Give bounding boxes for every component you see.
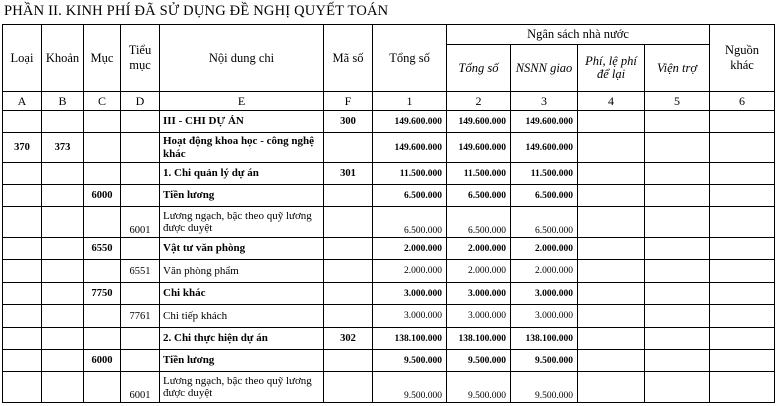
nguon-khac-cell bbox=[710, 185, 775, 207]
phi-cell bbox=[578, 238, 645, 260]
tong-so-cell: 3.000.000 bbox=[373, 305, 447, 328]
column-letter: 2 bbox=[447, 92, 511, 111]
ma-so-cell bbox=[324, 185, 373, 207]
phi-cell bbox=[578, 185, 645, 207]
nguon-khac-cell bbox=[710, 350, 775, 372]
ns-tong-so-cell: 6.500.000 bbox=[447, 185, 511, 207]
content-cell: Chi tiếp khách bbox=[160, 305, 324, 328]
ma-so-cell: 301 bbox=[324, 163, 373, 185]
column-letter: E bbox=[160, 92, 324, 111]
phi-cell bbox=[578, 163, 645, 185]
vien-tro-cell bbox=[645, 328, 710, 350]
nguon-khac-cell bbox=[710, 328, 775, 350]
khoan-cell bbox=[42, 207, 84, 238]
tong-so-cell: 2.000.000 bbox=[373, 238, 447, 260]
table-row bbox=[3, 372, 775, 403]
nguon-khac-cell bbox=[710, 163, 775, 185]
khoan-cell bbox=[42, 328, 84, 350]
phi-cell bbox=[578, 350, 645, 372]
column-letter: D bbox=[121, 92, 160, 111]
table-row bbox=[3, 185, 775, 207]
vien-tro-cell bbox=[645, 260, 710, 283]
nsnn-giao-cell: 2.000.000 bbox=[511, 260, 578, 283]
loai-cell: 370 bbox=[3, 133, 42, 163]
nsnn-giao-cell: 11.500.000 bbox=[511, 163, 578, 185]
tieu-muc-cell bbox=[121, 163, 160, 185]
phi-cell bbox=[578, 111, 645, 133]
muc-cell: 6000 bbox=[84, 350, 121, 372]
table-row bbox=[3, 283, 775, 305]
ns-tong-so-cell: 2.000.000 bbox=[447, 238, 511, 260]
muc-cell bbox=[84, 260, 121, 283]
vien-tro-cell bbox=[645, 238, 710, 260]
table-row bbox=[3, 207, 775, 238]
column-letter: 1 bbox=[373, 92, 447, 111]
khoan-cell bbox=[42, 372, 84, 403]
tieu-muc-cell bbox=[121, 238, 160, 260]
loai-cell bbox=[3, 283, 42, 305]
loai-cell bbox=[3, 111, 42, 133]
column-letter: C bbox=[84, 92, 121, 111]
loai-cell bbox=[3, 260, 42, 283]
nsnn-giao-cell: 138.100.000 bbox=[511, 328, 578, 350]
loai-cell bbox=[3, 372, 42, 403]
khoan-cell bbox=[42, 238, 84, 260]
khoan-cell bbox=[42, 185, 84, 207]
header-nsnn-giao: NSNN giao bbox=[511, 45, 578, 92]
ns-tong-so-cell: 149.600.000 bbox=[447, 133, 511, 163]
content-cell: 1. Chi quản lý dự án bbox=[160, 163, 324, 185]
table-row bbox=[3, 260, 775, 283]
nguon-khac-cell bbox=[710, 260, 775, 283]
khoan-cell bbox=[42, 163, 84, 185]
tong-so-cell: 2.000.000 bbox=[373, 260, 447, 283]
column-letter: 5 bbox=[645, 92, 710, 111]
ma-so-cell bbox=[324, 305, 373, 328]
vien-tro-cell bbox=[645, 207, 710, 238]
content-cell: 2. Chi thực hiện dự án bbox=[160, 328, 324, 350]
table-row bbox=[3, 163, 775, 185]
header-loai: Loại bbox=[3, 25, 42, 92]
vien-tro-cell bbox=[645, 372, 710, 403]
tong-so-cell: 149.600.000 bbox=[373, 133, 447, 163]
header-noi-dung: Nội dung chi bbox=[160, 25, 324, 92]
content-cell: Vật tư văn phòng bbox=[160, 238, 324, 260]
muc-cell bbox=[84, 372, 121, 403]
nsnn-giao-cell: 9.500.000 bbox=[511, 350, 578, 372]
column-letters-row bbox=[3, 92, 775, 111]
nguon-khac-cell bbox=[710, 305, 775, 328]
loai-cell bbox=[3, 238, 42, 260]
muc-cell: 6550 bbox=[84, 238, 121, 260]
tong-so-cell: 138.100.000 bbox=[373, 328, 447, 350]
tieu-muc-cell: 7761 bbox=[121, 305, 160, 328]
tieu-muc-cell: 6001 bbox=[121, 207, 160, 238]
muc-cell bbox=[84, 163, 121, 185]
nguon-khac-cell bbox=[710, 238, 775, 260]
phi-cell bbox=[578, 372, 645, 403]
content-cell: Lương ngạch, bậc theo quỹ lương được duyệt bbox=[160, 207, 324, 238]
phi-cell bbox=[578, 133, 645, 163]
table-row bbox=[3, 328, 775, 350]
muc-cell: 6000 bbox=[84, 185, 121, 207]
header-nguon-khac: Nguồn khác bbox=[710, 25, 775, 92]
khoan-cell: 373 bbox=[42, 133, 84, 163]
loai-cell bbox=[3, 163, 42, 185]
ma-so-cell bbox=[324, 350, 373, 372]
muc-cell bbox=[84, 305, 121, 328]
ns-tong-so-cell: 138.100.000 bbox=[447, 328, 511, 350]
content-cell: Hoạt động khoa học - công nghệ khác bbox=[160, 133, 324, 163]
nguon-khac-cell bbox=[710, 111, 775, 133]
vien-tro-cell bbox=[645, 111, 710, 133]
nsnn-giao-cell: 149.600.000 bbox=[511, 133, 578, 163]
tong-so-cell: 9.500.000 bbox=[373, 372, 447, 403]
khoan-cell bbox=[42, 260, 84, 283]
nguon-khac-cell bbox=[710, 283, 775, 305]
ma-so-cell bbox=[324, 372, 373, 403]
header-ns-tong-so: Tổng số bbox=[447, 45, 511, 92]
content-cell: III - CHI DỰ ÁN bbox=[160, 111, 324, 133]
ns-tong-so-cell: 9.500.000 bbox=[447, 372, 511, 403]
vien-tro-cell bbox=[645, 133, 710, 163]
nsnn-giao-cell: 6.500.000 bbox=[511, 185, 578, 207]
tieu-muc-cell bbox=[121, 111, 160, 133]
page-title: PHẦN II. KINH PHÍ ĐÃ SỬ DỤNG ĐỀ NGHỊ QUYẾT TOÁN bbox=[4, 3, 389, 19]
tieu-muc-cell bbox=[121, 283, 160, 305]
nsnn-giao-cell: 3.000.000 bbox=[511, 283, 578, 305]
column-letter: B bbox=[42, 92, 84, 111]
phi-cell bbox=[578, 328, 645, 350]
expense-table bbox=[2, 24, 775, 403]
tong-so-cell: 149.600.000 bbox=[373, 111, 447, 133]
vien-tro-cell bbox=[645, 305, 710, 328]
ma-so-cell bbox=[324, 238, 373, 260]
header-khoan: Khoản bbox=[42, 25, 84, 92]
column-letter: 6 bbox=[710, 92, 775, 111]
phi-cell bbox=[578, 305, 645, 328]
header-tieu-muc: Tiểu mục bbox=[121, 25, 160, 92]
ma-so-cell bbox=[324, 283, 373, 305]
nsnn-giao-cell: 2.000.000 bbox=[511, 238, 578, 260]
ns-tong-so-cell: 3.000.000 bbox=[447, 283, 511, 305]
column-letter: A bbox=[3, 92, 42, 111]
ns-tong-so-cell: 11.500.000 bbox=[447, 163, 511, 185]
ma-so-cell: 300 bbox=[324, 111, 373, 133]
ns-tong-so-cell: 149.600.000 bbox=[447, 111, 511, 133]
table-row bbox=[3, 350, 775, 372]
tong-so-cell: 6.500.000 bbox=[373, 207, 447, 238]
loai-cell bbox=[3, 185, 42, 207]
column-letter: 4 bbox=[578, 92, 645, 111]
khoan-cell bbox=[42, 111, 84, 133]
content-cell: Tiền lương bbox=[160, 350, 324, 372]
header-ngan-sach: Ngân sách nhà nước bbox=[447, 25, 710, 45]
tieu-muc-cell bbox=[121, 350, 160, 372]
table-row bbox=[3, 238, 775, 260]
phi-cell bbox=[578, 207, 645, 238]
ma-so-cell bbox=[324, 260, 373, 283]
nguon-khac-cell bbox=[710, 372, 775, 403]
khoan-cell bbox=[42, 350, 84, 372]
muc-cell: 7750 bbox=[84, 283, 121, 305]
phi-cell bbox=[578, 283, 645, 305]
loai-cell bbox=[3, 305, 42, 328]
muc-cell bbox=[84, 328, 121, 350]
header-phi-le-phi: Phí, lệ phí để lại bbox=[578, 45, 645, 92]
khoan-cell bbox=[42, 305, 84, 328]
column-letter: 3 bbox=[511, 92, 578, 111]
content-cell: Văn phòng phẩm bbox=[160, 260, 324, 283]
ma-so-cell bbox=[324, 207, 373, 238]
content-cell: Chi khác bbox=[160, 283, 324, 305]
content-cell: Tiền lương bbox=[160, 185, 324, 207]
header-muc: Mục bbox=[84, 25, 121, 92]
tong-so-cell: 9.500.000 bbox=[373, 350, 447, 372]
nsnn-giao-cell: 9.500.000 bbox=[511, 372, 578, 403]
tieu-muc-cell bbox=[121, 328, 160, 350]
vien-tro-cell bbox=[645, 350, 710, 372]
tong-so-cell: 6.500.000 bbox=[373, 185, 447, 207]
ma-so-cell bbox=[324, 133, 373, 163]
table-row bbox=[3, 133, 775, 163]
phi-cell bbox=[578, 260, 645, 283]
muc-cell bbox=[84, 133, 121, 163]
ns-tong-so-cell: 9.500.000 bbox=[447, 350, 511, 372]
tieu-muc-cell: 6001 bbox=[121, 372, 160, 403]
nsnn-giao-cell: 3.000.000 bbox=[511, 305, 578, 328]
nsnn-giao-cell: 149.600.000 bbox=[511, 111, 578, 133]
loai-cell bbox=[3, 350, 42, 372]
vien-tro-cell bbox=[645, 283, 710, 305]
nsnn-giao-cell: 6.500.000 bbox=[511, 207, 578, 238]
ns-tong-so-cell: 6.500.000 bbox=[447, 207, 511, 238]
ns-tong-so-cell: 3.000.000 bbox=[447, 305, 511, 328]
table-row bbox=[3, 111, 775, 133]
muc-cell bbox=[84, 111, 121, 133]
vien-tro-cell bbox=[645, 163, 710, 185]
tieu-muc-cell: 6551 bbox=[121, 260, 160, 283]
khoan-cell bbox=[42, 283, 84, 305]
column-letter: F bbox=[324, 92, 373, 111]
tong-so-cell: 3.000.000 bbox=[373, 283, 447, 305]
loai-cell bbox=[3, 207, 42, 238]
ns-tong-so-cell: 2.000.000 bbox=[447, 260, 511, 283]
nguon-khac-cell bbox=[710, 133, 775, 163]
tieu-muc-cell bbox=[121, 185, 160, 207]
tieu-muc-cell bbox=[121, 133, 160, 163]
ma-so-cell: 302 bbox=[324, 328, 373, 350]
vien-tro-cell bbox=[645, 185, 710, 207]
header-tong-so: Tổng số bbox=[373, 25, 447, 92]
loai-cell bbox=[3, 328, 42, 350]
header-ma-so: Mã số bbox=[324, 25, 373, 92]
tong-so-cell: 11.500.000 bbox=[373, 163, 447, 185]
nguon-khac-cell bbox=[710, 207, 775, 238]
table-row bbox=[3, 305, 775, 328]
header-vien-tro: Viện trợ bbox=[645, 45, 710, 92]
content-cell: Lương ngạch, bậc theo quỹ lương được duyệt bbox=[160, 372, 324, 403]
muc-cell bbox=[84, 207, 121, 238]
